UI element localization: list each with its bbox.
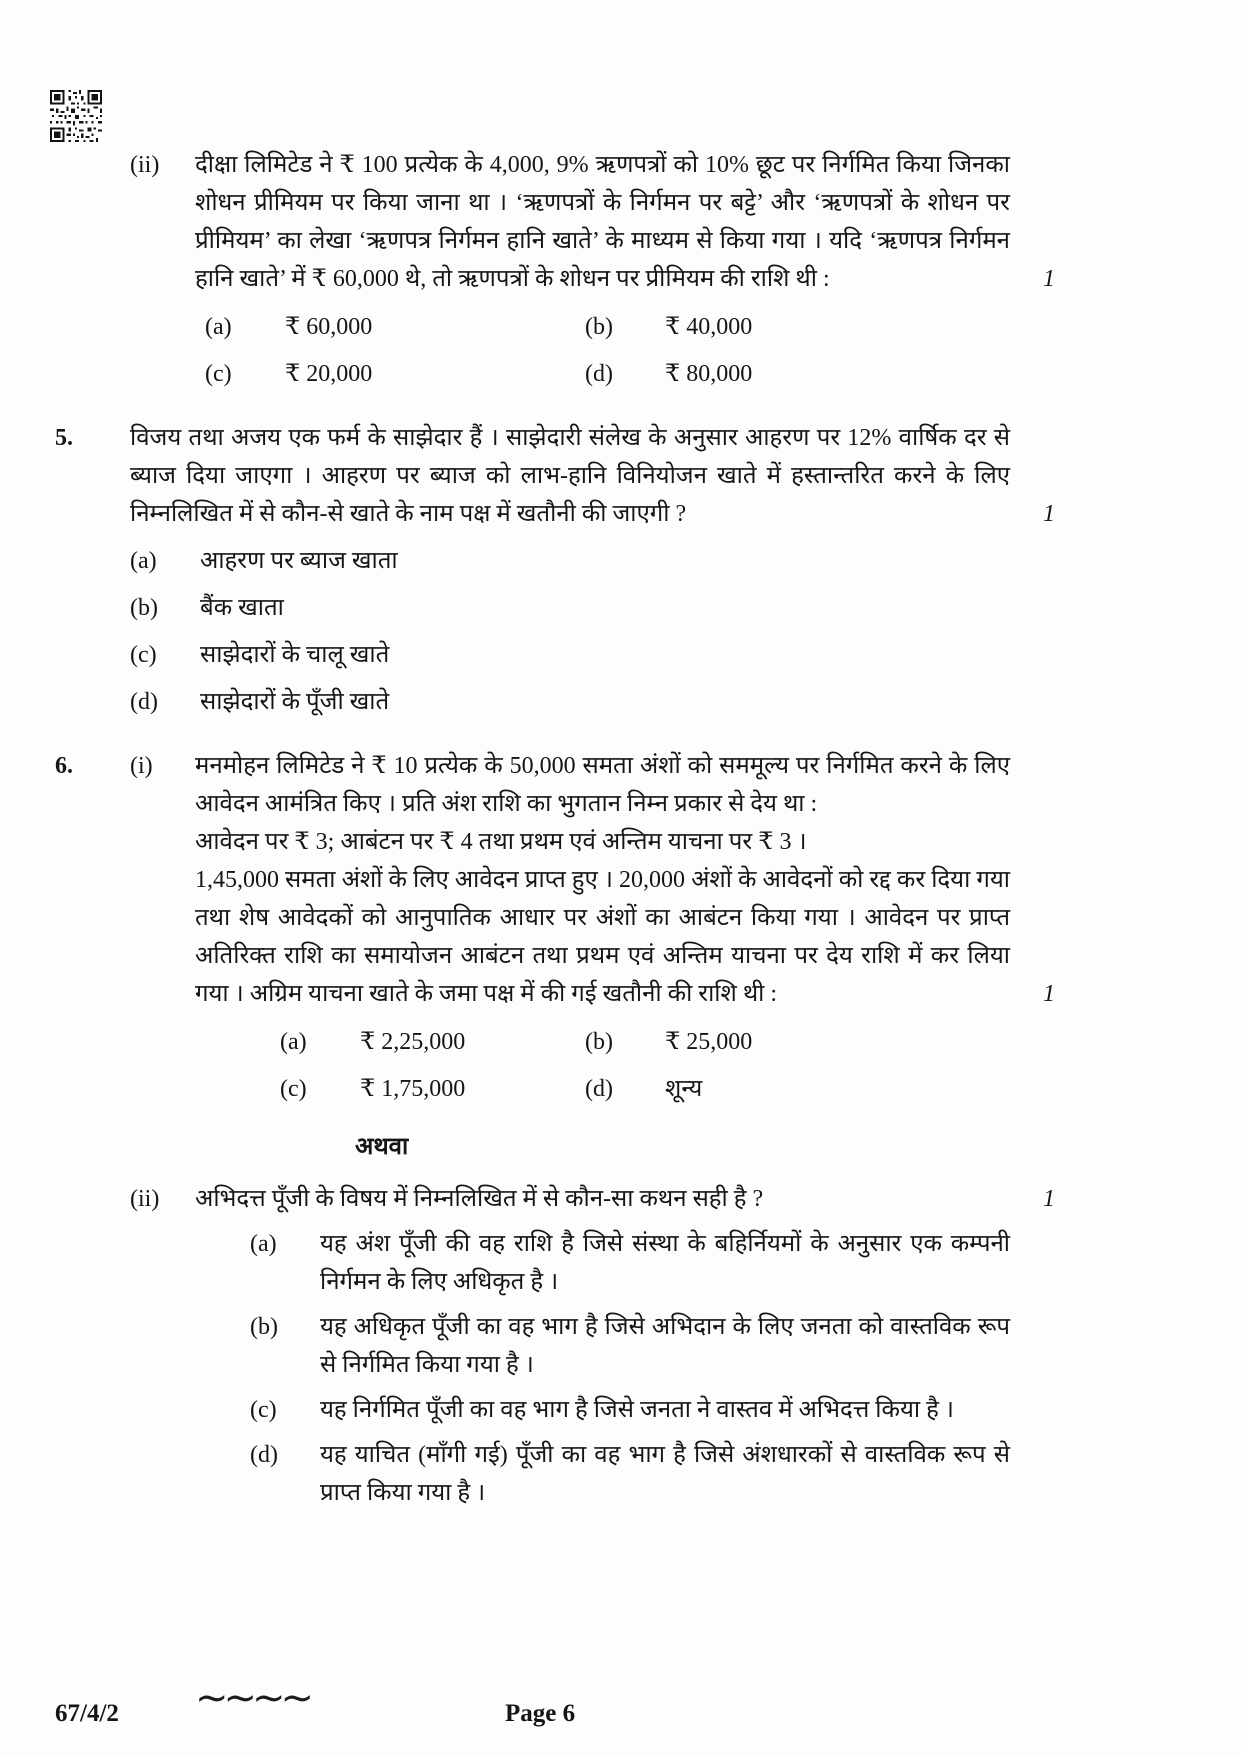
option-text: ₹ 25,000 xyxy=(665,1029,753,1055)
option-label: (d) xyxy=(130,689,158,715)
option-d xyxy=(585,1070,1010,1108)
option-text: आहरण पर ब्याज खाता xyxy=(200,548,398,574)
question-paragraph: 1,45,000 समता अंशों के लिए आवेदन प्राप्त हुए । 20,000 अंशों के आवेदनों को रद्द कर दिया गया तथा शेष आवेदकों को आनुपातिक आधार पर अंशों का आबंटन किया गया । आवेदन पर प्राप्त अतिरिक्त राशि का समायोजन आबंटन तथा प्रथम एवं अन्तिम याचना पर देय राशि में कर लिया गया । अग्रिम याचना खाते के जमा पक्ष में की गई खतौनी की राशि थी : xyxy=(195,867,1010,1007)
option-b xyxy=(585,308,1010,346)
option-text: यह अंश पूँजी की वह राशि है जिसे संस्था के बहिर्नियमों के अनुसार एक कम्पनी निर्गमन के लिए अधिकृत है । xyxy=(320,1231,1010,1295)
option-b xyxy=(585,1023,1010,1061)
or-divider-row xyxy=(55,1128,1055,1166)
question-part-number: (ii) xyxy=(130,152,160,178)
option-label: (d) xyxy=(250,1442,278,1468)
option-label: (d) xyxy=(585,361,613,387)
option-b xyxy=(130,589,1010,627)
option-a xyxy=(205,308,585,346)
question-5 xyxy=(55,419,1055,721)
option-label: (d) xyxy=(585,1076,613,1102)
option-c xyxy=(205,355,585,393)
option-text: यह निर्गमित पूँजी का वह भाग है जिसे जनता ने वास्तव में अभिदत्त किया है । xyxy=(320,1397,954,1423)
option-text: ₹ 1,75,000 xyxy=(360,1076,466,1102)
question-6ii-options-row xyxy=(55,1218,1055,1512)
option-a xyxy=(280,1023,585,1061)
question-5-options-row xyxy=(55,533,1055,721)
page-footer xyxy=(0,1675,1241,1735)
option-c xyxy=(130,636,1010,674)
question-4ii-text-row xyxy=(55,146,1055,298)
option-d xyxy=(585,355,1010,393)
question-paragraph: मनमोहन लिमिटेड ने ₹ 10 प्रत्येक के 50,000 समता अंशों को सममूल्य पर निर्गमित करने के लिए आवेदन आमंत्रित किए । प्रति अंश राशि का भुगतान निम्न प्रकार से देय था : xyxy=(195,753,1010,817)
question-4ii-options-row xyxy=(55,308,1055,393)
question-4ii xyxy=(55,146,1055,393)
question-part-number: (ii) xyxy=(130,1186,160,1212)
question-text: विजय तथा अजय एक फर्म के साझेदार हैं । साझेदारी संलेख के अनुसार आहरण पर 12% वार्षिक दर से ब्याज दिया जाएगा । आहरण पर ब्याज को लाभ-हानि विनियोजन खाते में हस्तान्तरित करने के लिए निम्नलिखित में से कौन-से खाते के नाम पक्ष में खतौनी की जाएगी ? xyxy=(130,425,1010,527)
option-text: यह याचित (माँगी गई) पूँजी का वह भाग है जिसे अंशधारकों से वास्तविक रूप से प्राप्त किया गया है । xyxy=(320,1442,1010,1506)
option-a xyxy=(250,1225,1010,1301)
question-paragraph: आवेदन पर ₹ 3; आबंटन पर ₹ 4 तथा प्रथम एवं अन्तिम याचना पर ₹ 3 । xyxy=(195,829,807,855)
options-grid xyxy=(195,308,1010,393)
option-text: यह अधिकृत पूँजी का वह भाग है जिसे अभिदान के लिए जनता को वास्तविक रूप से निर्गमित किया गया है । xyxy=(320,1314,1010,1378)
qr-code-svg xyxy=(50,90,102,142)
option-label: (b) xyxy=(585,1029,613,1055)
option-label: (b) xyxy=(585,314,613,340)
question-6i-options-row xyxy=(55,1023,1055,1108)
question-number: 6. xyxy=(55,753,73,779)
question-number-spacer xyxy=(55,146,130,298)
option-label: (c) xyxy=(250,1397,277,1423)
option-label: (a) xyxy=(205,314,232,340)
option-label: (a) xyxy=(250,1231,277,1257)
option-text: शून्य xyxy=(665,1076,703,1102)
option-b xyxy=(250,1308,1010,1384)
option-c xyxy=(250,1391,1010,1429)
qr-code-icon xyxy=(50,90,102,142)
options-grid xyxy=(195,1023,1010,1108)
question-6ii-text-row xyxy=(55,1180,1055,1218)
marks-value: 1 xyxy=(1043,1186,1055,1212)
option-text: साझेदारों के पूँजी खाते xyxy=(200,689,390,715)
marks-value: 1 xyxy=(1043,981,1055,1007)
paper-code: 67/4/2 xyxy=(55,1700,119,1727)
question-number: 5. xyxy=(55,425,73,451)
option-d xyxy=(250,1436,1010,1512)
option-label: (a) xyxy=(130,548,157,574)
option-text: ₹ 80,000 xyxy=(665,361,753,387)
page-content xyxy=(55,146,1055,1512)
option-text: ₹ 60,000 xyxy=(285,314,373,340)
option-label: (c) xyxy=(280,1076,307,1102)
options-list xyxy=(195,1218,1010,1512)
option-text: ₹ 20,000 xyxy=(285,361,373,387)
marks-value: 1 xyxy=(1043,501,1055,527)
option-text: बैंक खाता xyxy=(200,595,284,621)
option-c xyxy=(280,1070,585,1108)
option-label: (c) xyxy=(130,642,157,668)
option-text: ₹ 40,000 xyxy=(665,314,753,340)
or-label: अथवा xyxy=(355,1134,409,1160)
question-text: अभिदत्त पूँजी के विषय में निम्नलिखित में से कौन-सा कथन सही है ? xyxy=(195,1186,764,1212)
option-text: साझेदारों के चालू खाते xyxy=(200,642,390,668)
squiggle-mark: ∼∼∼∼ xyxy=(195,1675,310,1721)
option-text: ₹ 2,25,000 xyxy=(360,1029,466,1055)
question-6i-text-row xyxy=(55,747,1055,1013)
question-text: दीक्षा लिमिटेड ने ₹ 100 प्रत्येक के 4,000, 9% ऋणपत्रों को 10% छूट पर निर्गमित किया जिनका शोधन प्रीमियम पर किया जाना था । ‘ऋणपत्रों के निर्गमन पर बट्टे’ और ‘ऋणपत्रों के शोधन पर प्रीमियम’ का लेखा ‘ऋणपत्र निर्गमन हानि खाते’ के माध्यम से किया गया । यदि ‘ऋणपत्र निर्गमन हानि खाते’ में ₹ 60,000 थे, तो ऋणपत्रों के शोधन पर प्रीमियम की राशि थी : xyxy=(195,152,1010,292)
option-a xyxy=(130,542,1010,580)
option-label: (b) xyxy=(130,595,158,621)
option-label: (b) xyxy=(250,1314,278,1340)
option-d xyxy=(130,683,1010,721)
options-list xyxy=(130,533,1010,721)
option-label: (c) xyxy=(205,361,232,387)
marks-value: 1 xyxy=(1043,266,1055,292)
question-6 xyxy=(55,747,1055,1512)
option-label: (a) xyxy=(280,1029,307,1055)
question-part-number: (i) xyxy=(130,753,153,779)
page-number: Page 6 xyxy=(505,1700,576,1727)
question-5-text-row xyxy=(55,419,1055,533)
